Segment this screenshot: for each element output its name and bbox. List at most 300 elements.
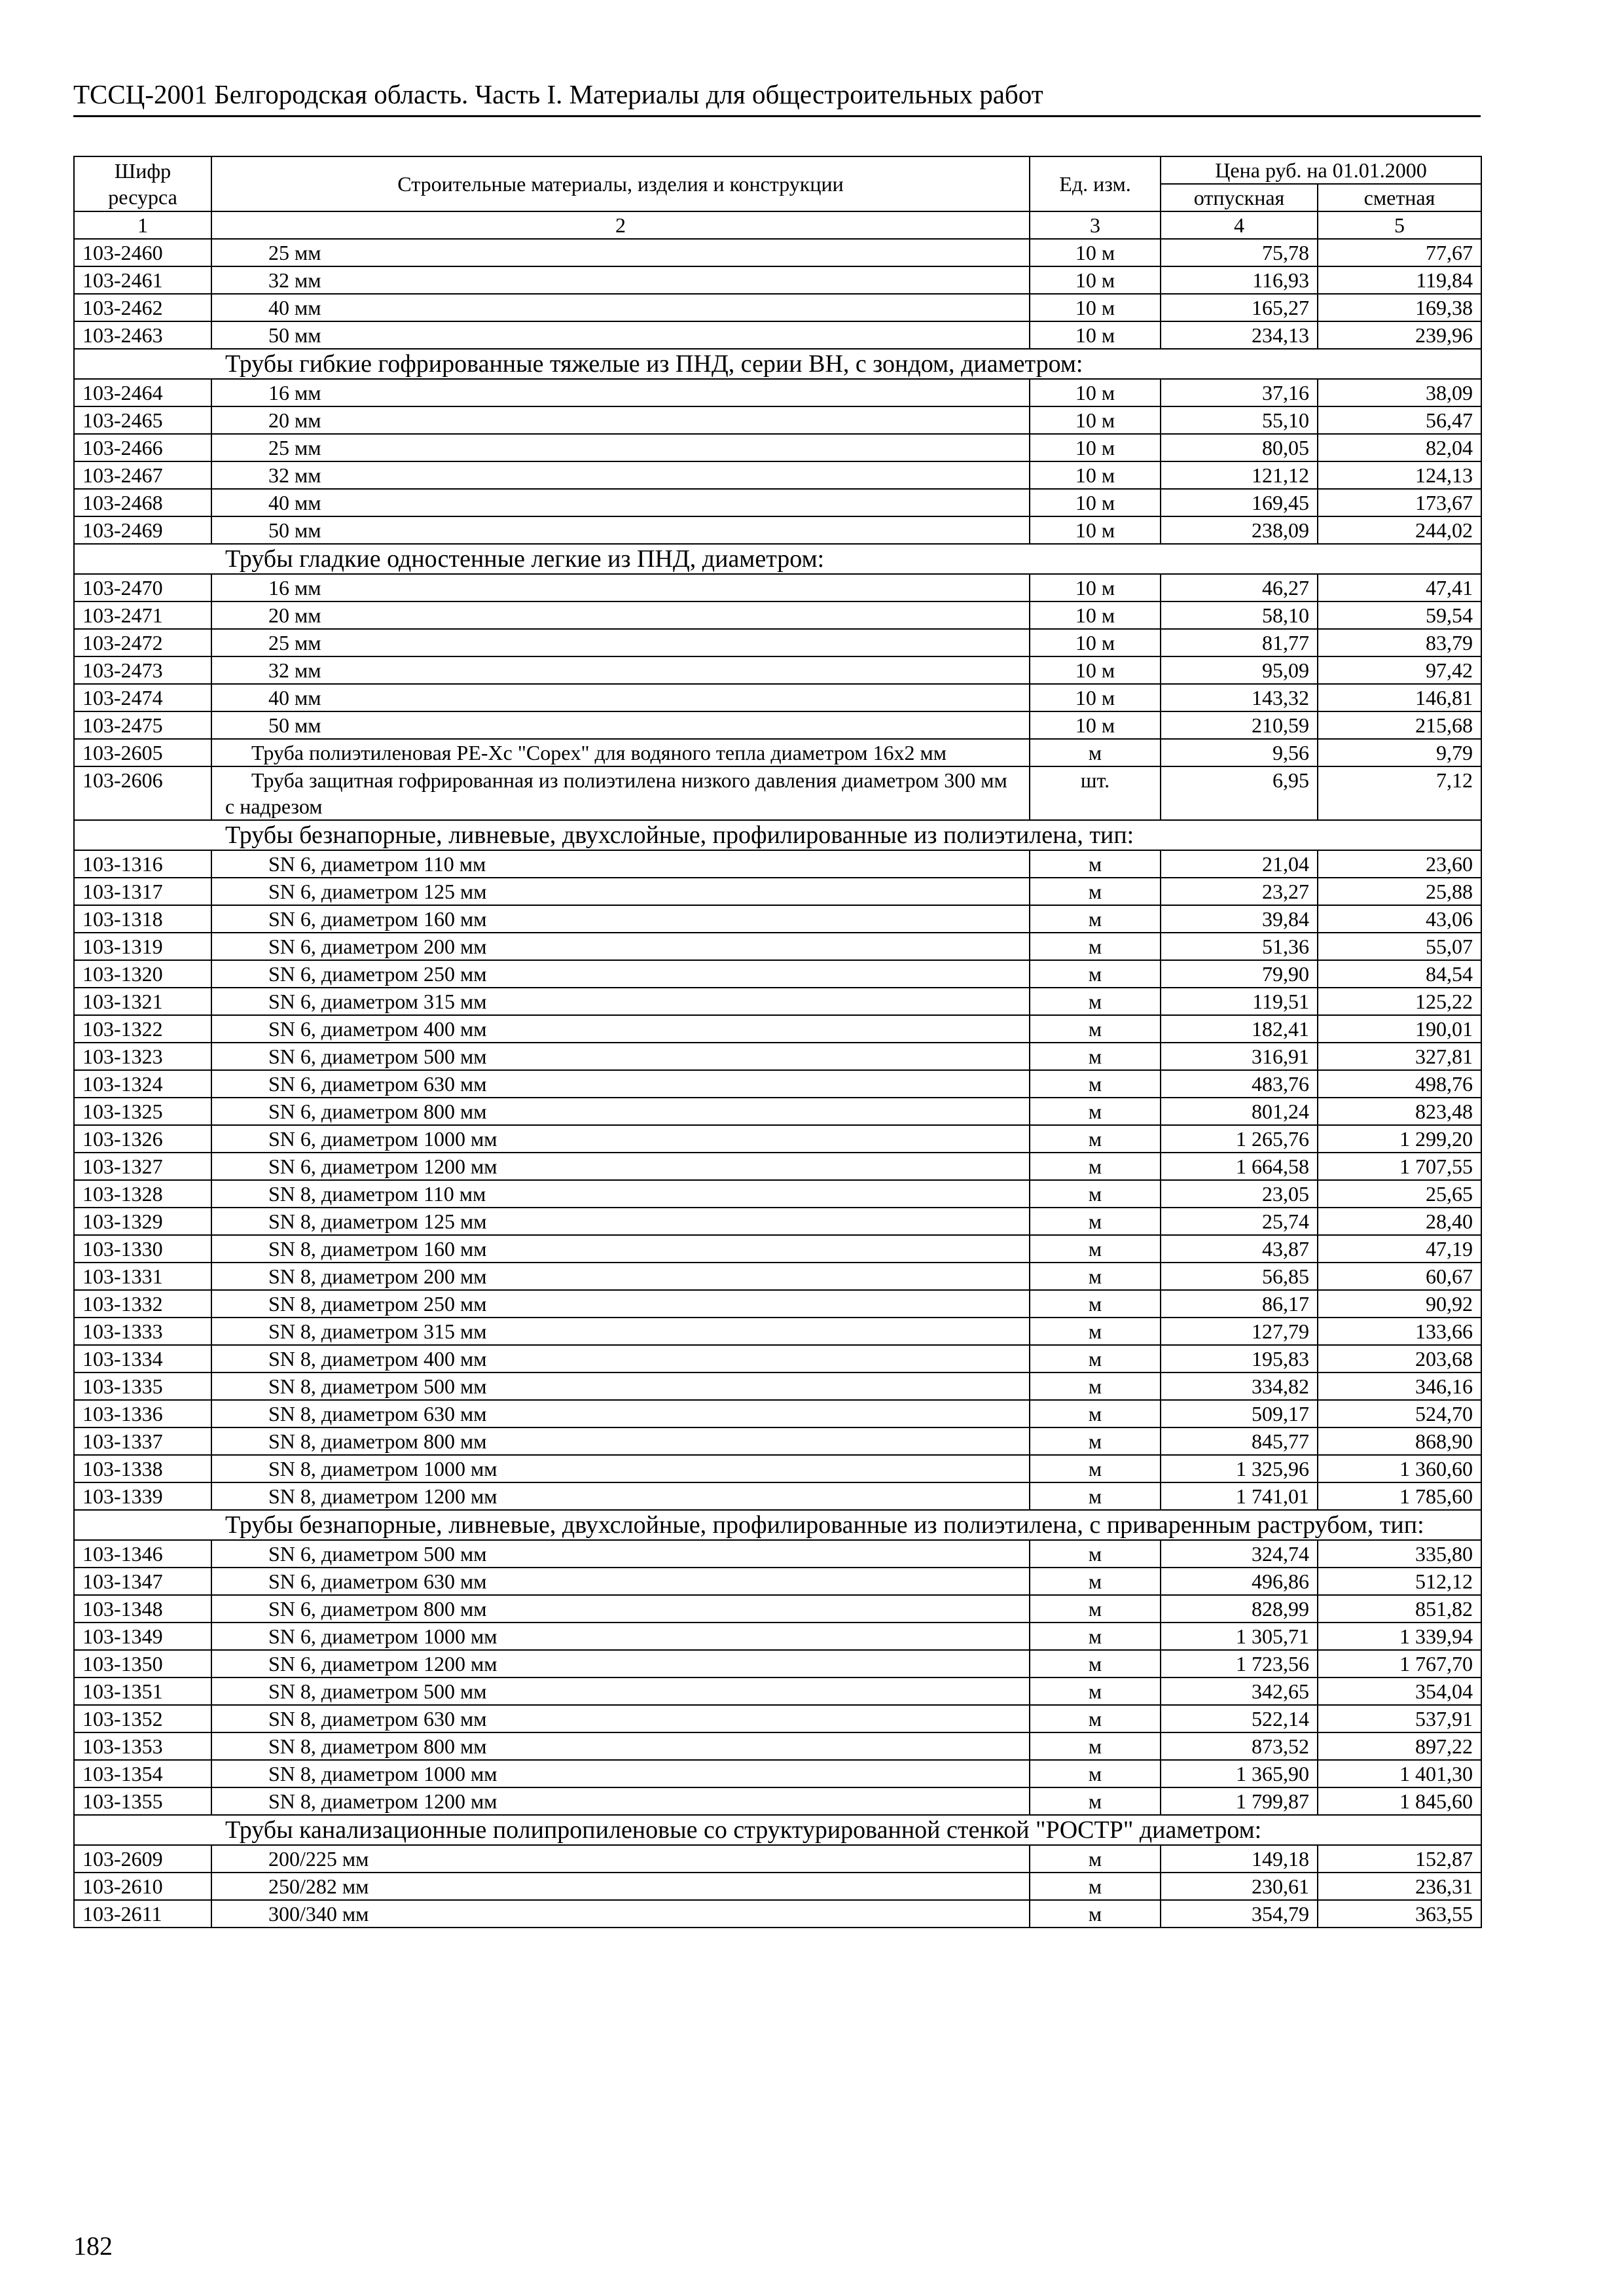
table-row — [74, 1677, 1481, 1705]
estimate-price-cell: 77,67 — [1318, 239, 1481, 266]
material-name-cell: SN 6, диаметром 630 мм — [211, 1070, 1030, 1098]
unit-cell: м — [1030, 1595, 1161, 1623]
table-row — [74, 656, 1481, 684]
release-price-cell: 845,77 — [1161, 1427, 1318, 1455]
resource-code-cell: 103-1347 — [74, 1568, 211, 1595]
resource-code-cell: 103-1350 — [74, 1650, 211, 1677]
unit-cell: 10 м — [1030, 489, 1161, 516]
resource-code-cell: 103-1333 — [74, 1318, 211, 1345]
resource-code-cell: 103-1324 — [74, 1070, 211, 1098]
section-heading-row — [74, 1815, 1481, 1845]
release-price-cell: 354,79 — [1161, 1900, 1318, 1928]
table-row — [74, 379, 1481, 406]
unit-cell: м — [1030, 1787, 1161, 1815]
unit-cell: м — [1030, 1318, 1161, 1345]
release-price-cell: 1 365,90 — [1161, 1760, 1318, 1787]
table-row — [74, 1873, 1481, 1900]
estimate-price-cell: 133,66 — [1318, 1318, 1481, 1345]
resource-code-cell: 103-2610 — [74, 1873, 211, 1900]
unit-cell: 10 м — [1030, 574, 1161, 601]
section-heading-row — [74, 349, 1481, 379]
resource-code-cell: 103-2475 — [74, 711, 211, 739]
table-row — [74, 629, 1481, 656]
table-row — [74, 1540, 1481, 1568]
header-price-estimate: сметная — [1318, 184, 1481, 211]
release-price-cell: 316,91 — [1161, 1043, 1318, 1070]
resource-code-cell: 103-1325 — [74, 1098, 211, 1125]
material-name-cell: SN 8, диаметром 500 мм — [211, 1372, 1030, 1400]
resource-code-cell: 103-1339 — [74, 1482, 211, 1510]
material-name-cell: SN 8, диаметром 1200 мм — [211, 1787, 1030, 1815]
unit-cell: м — [1030, 1263, 1161, 1290]
estimate-price-cell: 90,92 — [1318, 1290, 1481, 1318]
material-name-cell: SN 8, диаметром 500 мм — [211, 1677, 1030, 1705]
release-price-cell: 496,86 — [1161, 1568, 1318, 1595]
resource-code-cell: 103-1349 — [74, 1623, 211, 1650]
material-name-cell: 40 мм — [211, 294, 1030, 321]
table-row — [74, 1015, 1481, 1043]
release-price-cell: 182,41 — [1161, 1015, 1318, 1043]
resource-code-cell: 103-2471 — [74, 601, 211, 629]
material-name-cell: SN 6, диаметром 800 мм — [211, 1595, 1030, 1623]
table-row — [74, 489, 1481, 516]
header-price-release: отпускная — [1161, 184, 1318, 211]
release-price-cell: 81,77 — [1161, 629, 1318, 656]
material-name-cell: SN 8, диаметром 630 мм — [211, 1705, 1030, 1732]
estimate-price-cell: 327,81 — [1318, 1043, 1481, 1070]
table-row — [74, 574, 1481, 601]
section-heading: Трубы гибкие гофрированные тяжелые из ПНД, серии ВН, с зондом, диаметром: — [74, 349, 1481, 379]
table-row — [74, 1372, 1481, 1400]
material-name-cell: SN 6, диаметром 630 мм — [211, 1568, 1030, 1595]
table-row — [74, 601, 1481, 629]
resource-code-cell: 103-2467 — [74, 461, 211, 489]
table-row — [74, 1180, 1481, 1208]
estimate-price-cell: 97,42 — [1318, 656, 1481, 684]
release-price-cell: 127,79 — [1161, 1318, 1318, 1345]
estimate-price-cell: 363,55 — [1318, 1900, 1481, 1928]
material-name-cell: SN 6, диаметром 315 мм — [211, 988, 1030, 1015]
table-header — [74, 156, 1481, 239]
material-name-cell: 200/225 мм — [211, 1845, 1030, 1873]
resource-code-cell: 103-2462 — [74, 294, 211, 321]
table-row — [74, 1153, 1481, 1180]
release-price-cell: 483,76 — [1161, 1070, 1318, 1098]
material-name-cell: 300/340 мм — [211, 1900, 1030, 1928]
material-name-cell: SN 6, диаметром 1000 мм — [211, 1623, 1030, 1650]
table-row — [74, 1235, 1481, 1263]
estimate-price-cell: 498,76 — [1318, 1070, 1481, 1098]
resource-code-cell: 103-2609 — [74, 1845, 211, 1873]
estimate-price-cell: 7,12 — [1318, 766, 1481, 820]
table-row — [74, 434, 1481, 461]
unit-cell: м — [1030, 1043, 1161, 1070]
unit-cell: м — [1030, 1540, 1161, 1568]
estimate-price-cell: 215,68 — [1318, 711, 1481, 739]
header-row — [74, 156, 1481, 184]
unit-cell: м — [1030, 1705, 1161, 1732]
release-price-cell: 37,16 — [1161, 379, 1318, 406]
release-price-cell: 119,51 — [1161, 988, 1318, 1015]
resource-code-cell: 103-1354 — [74, 1760, 211, 1787]
material-name-cell: 50 мм — [211, 516, 1030, 544]
estimate-price-cell: 1 767,70 — [1318, 1650, 1481, 1677]
resource-code-cell: 103-1355 — [74, 1787, 211, 1815]
table-body — [74, 239, 1481, 1928]
estimate-price-cell: 897,22 — [1318, 1732, 1481, 1760]
material-name-cell: SN 8, диаметром 1000 мм — [211, 1760, 1030, 1787]
material-name-cell: 20 мм — [211, 406, 1030, 434]
release-price-cell: 143,32 — [1161, 684, 1318, 711]
resource-code-cell: 103-1337 — [74, 1427, 211, 1455]
estimate-price-cell: 190,01 — [1318, 1015, 1481, 1043]
estimate-price-cell: 1 785,60 — [1318, 1482, 1481, 1510]
release-price-cell: 23,05 — [1161, 1180, 1318, 1208]
unit-cell: м — [1030, 1482, 1161, 1510]
estimate-price-cell: 60,67 — [1318, 1263, 1481, 1290]
release-price-cell: 56,85 — [1161, 1263, 1318, 1290]
release-price-cell: 210,59 — [1161, 711, 1318, 739]
table-row — [74, 1732, 1481, 1760]
table-row — [74, 1070, 1481, 1098]
resource-code-cell: 103-2473 — [74, 656, 211, 684]
table-row — [74, 321, 1481, 349]
estimate-price-cell: 1 299,20 — [1318, 1125, 1481, 1153]
resource-code-cell: 103-1331 — [74, 1263, 211, 1290]
estimate-price-cell: 82,04 — [1318, 434, 1481, 461]
material-name-cell: 25 мм — [211, 239, 1030, 266]
material-name-cell: SN 8, диаметром 800 мм — [211, 1732, 1030, 1760]
resource-code-cell: 103-1323 — [74, 1043, 211, 1070]
resource-code-cell: 103-1329 — [74, 1208, 211, 1235]
column-number: 2 — [211, 211, 1030, 239]
table-row — [74, 266, 1481, 294]
estimate-price-cell: 239,96 — [1318, 321, 1481, 349]
unit-cell: м — [1030, 1098, 1161, 1125]
release-price-cell: 324,74 — [1161, 1540, 1318, 1568]
resource-code-cell: 103-1338 — [74, 1455, 211, 1482]
estimate-price-cell: 823,48 — [1318, 1098, 1481, 1125]
estimate-price-cell: 56,47 — [1318, 406, 1481, 434]
unit-cell: 10 м — [1030, 266, 1161, 294]
unit-cell: м — [1030, 1650, 1161, 1677]
resource-code-cell: 103-2465 — [74, 406, 211, 434]
column-number: 3 — [1030, 211, 1161, 239]
unit-cell: м — [1030, 1372, 1161, 1400]
table-row — [74, 739, 1481, 766]
resource-code-cell: 103-2464 — [74, 379, 211, 406]
resource-code-cell: 103-1336 — [74, 1400, 211, 1427]
section-heading: Трубы канализационные полипропиленовые со структурированной стенкой "POCTP" диаметром: — [74, 1815, 1481, 1845]
unit-cell: м — [1030, 1015, 1161, 1043]
estimate-price-cell: 512,12 — [1318, 1568, 1481, 1595]
header-code: Шифр ресурса — [74, 156, 211, 211]
estimate-price-cell: 125,22 — [1318, 988, 1481, 1015]
resource-code-cell: 103-2611 — [74, 1900, 211, 1928]
table-row — [74, 933, 1481, 960]
material-name-cell: 40 мм — [211, 489, 1030, 516]
unit-cell: м — [1030, 1900, 1161, 1928]
material-name-cell: SN 6, диаметром 200 мм — [211, 933, 1030, 960]
column-number: 1 — [74, 211, 211, 239]
material-name-cell: SN 6, диаметром 1200 мм — [211, 1650, 1030, 1677]
estimate-price-cell: 55,07 — [1318, 933, 1481, 960]
release-price-cell: 522,14 — [1161, 1705, 1318, 1732]
section-heading-row — [74, 820, 1481, 850]
table-row — [74, 1098, 1481, 1125]
table-row — [74, 516, 1481, 544]
material-name-cell: 50 мм — [211, 321, 1030, 349]
table-row — [74, 1568, 1481, 1595]
estimate-price-cell: 1 845,60 — [1318, 1787, 1481, 1815]
unit-cell: м — [1030, 1208, 1161, 1235]
unit-cell: м — [1030, 850, 1161, 878]
release-price-cell: 86,17 — [1161, 1290, 1318, 1318]
resource-code-cell: 103-1328 — [74, 1180, 211, 1208]
material-name-cell: SN 8, диаметром 250 мм — [211, 1290, 1030, 1318]
release-price-cell: 116,93 — [1161, 266, 1318, 294]
table-row — [74, 905, 1481, 933]
unit-cell: м — [1030, 1290, 1161, 1318]
release-price-cell: 39,84 — [1161, 905, 1318, 933]
release-price-cell: 1 325,96 — [1161, 1455, 1318, 1482]
material-name-cell: SN 6, диаметром 800 мм — [211, 1098, 1030, 1125]
unit-cell: 10 м — [1030, 656, 1161, 684]
unit-cell: м — [1030, 1568, 1161, 1595]
material-name-cell: 32 мм — [211, 461, 1030, 489]
unit-cell: шт. — [1030, 766, 1161, 820]
resource-code-cell: 103-1346 — [74, 1540, 211, 1568]
unit-cell: м — [1030, 878, 1161, 905]
release-price-cell: 195,83 — [1161, 1345, 1318, 1372]
unit-cell: м — [1030, 988, 1161, 1015]
table-row — [74, 1650, 1481, 1677]
release-price-cell: 230,61 — [1161, 1873, 1318, 1900]
release-price-cell: 58,10 — [1161, 601, 1318, 629]
table-row — [74, 1263, 1481, 1290]
release-price-cell: 509,17 — [1161, 1400, 1318, 1427]
unit-cell: м — [1030, 1400, 1161, 1427]
release-price-cell: 238,09 — [1161, 516, 1318, 544]
estimate-price-cell: 346,16 — [1318, 1372, 1481, 1400]
table-row — [74, 1760, 1481, 1787]
estimate-price-cell: 119,84 — [1318, 266, 1481, 294]
estimate-price-cell: 23,60 — [1318, 850, 1481, 878]
table-row — [74, 1400, 1481, 1427]
price-table — [73, 156, 1482, 1928]
material-name-cell: SN 6, диаметром 500 мм — [211, 1540, 1030, 1568]
material-name-cell: SN 6, диаметром 125 мм — [211, 878, 1030, 905]
estimate-price-cell: 43,06 — [1318, 905, 1481, 933]
resource-code-cell: 103-2472 — [74, 629, 211, 656]
unit-cell: 10 м — [1030, 406, 1161, 434]
unit-cell: м — [1030, 1235, 1161, 1263]
unit-cell: м — [1030, 1427, 1161, 1455]
unit-cell: м — [1030, 960, 1161, 988]
resource-code-cell: 103-2468 — [74, 489, 211, 516]
table-row — [74, 1705, 1481, 1732]
column-number: 4 — [1161, 211, 1318, 239]
release-price-cell: 1 305,71 — [1161, 1623, 1318, 1650]
table-row — [74, 1623, 1481, 1650]
release-price-cell: 21,04 — [1161, 850, 1318, 878]
table-row — [74, 461, 1481, 489]
material-name-cell: SN 8, диаметром 630 мм — [211, 1400, 1030, 1427]
table-row — [74, 1455, 1481, 1482]
material-name-cell: SN 8, диаметром 110 мм — [211, 1180, 1030, 1208]
release-price-cell: 1 723,56 — [1161, 1650, 1318, 1677]
unit-cell: м — [1030, 1760, 1161, 1787]
release-price-cell: 23,27 — [1161, 878, 1318, 905]
table-row — [74, 1125, 1481, 1153]
unit-cell: м — [1030, 905, 1161, 933]
material-name-cell: SN 8, диаметром 315 мм — [211, 1318, 1030, 1345]
table-row — [74, 850, 1481, 878]
estimate-price-cell: 83,79 — [1318, 629, 1481, 656]
unit-cell: 10 м — [1030, 711, 1161, 739]
page-header — [73, 79, 1481, 117]
resource-code-cell: 103-1353 — [74, 1732, 211, 1760]
material-name-cell: 25 мм — [211, 629, 1030, 656]
table-row — [74, 878, 1481, 905]
table-row — [74, 711, 1481, 739]
resource-code-cell: 103-1319 — [74, 933, 211, 960]
estimate-price-cell: 173,67 — [1318, 489, 1481, 516]
release-price-cell: 801,24 — [1161, 1098, 1318, 1125]
release-price-cell: 75,78 — [1161, 239, 1318, 266]
release-price-cell: 95,09 — [1161, 656, 1318, 684]
section-heading: Трубы гладкие одностенные легкие из ПНД, диаметром: — [74, 544, 1481, 574]
unit-cell: м — [1030, 933, 1161, 960]
resource-code-cell: 103-1334 — [74, 1345, 211, 1372]
unit-cell: м — [1030, 739, 1161, 766]
unit-cell: 10 м — [1030, 294, 1161, 321]
unit-cell: 10 м — [1030, 629, 1161, 656]
resource-code-cell: 103-2460 — [74, 239, 211, 266]
release-price-cell: 121,12 — [1161, 461, 1318, 489]
material-name-cell: 16 мм — [211, 574, 1030, 601]
material-name-cell: SN 6, диаметром 160 мм — [211, 905, 1030, 933]
resource-code-cell: 103-2474 — [74, 684, 211, 711]
release-price-cell: 234,13 — [1161, 321, 1318, 349]
resource-code-cell: 103-2470 — [74, 574, 211, 601]
estimate-price-cell: 203,68 — [1318, 1345, 1481, 1372]
column-number: 5 — [1318, 211, 1481, 239]
unit-cell: 10 м — [1030, 516, 1161, 544]
release-price-cell: 6,95 — [1161, 766, 1318, 820]
release-price-cell: 46,27 — [1161, 574, 1318, 601]
release-price-cell: 1 664,58 — [1161, 1153, 1318, 1180]
material-name-cell: SN 8, диаметром 125 мм — [211, 1208, 1030, 1235]
header-unit: Ед. изм. — [1030, 156, 1161, 211]
estimate-price-cell: 868,90 — [1318, 1427, 1481, 1455]
estimate-price-cell: 335,80 — [1318, 1540, 1481, 1568]
material-name-cell: 20 мм — [211, 601, 1030, 629]
table-row — [74, 766, 1481, 820]
table-row — [74, 1900, 1481, 1928]
material-name-cell: SN 6, диаметром 400 мм — [211, 1015, 1030, 1043]
release-price-cell: 55,10 — [1161, 406, 1318, 434]
estimate-price-cell: 124,13 — [1318, 461, 1481, 489]
resource-code-cell: 103-1321 — [74, 988, 211, 1015]
release-price-cell: 334,82 — [1161, 1372, 1318, 1400]
unit-cell: 10 м — [1030, 379, 1161, 406]
estimate-price-cell: 25,65 — [1318, 1180, 1481, 1208]
release-price-cell: 165,27 — [1161, 294, 1318, 321]
resource-code-cell: 103-1335 — [74, 1372, 211, 1400]
table-row — [74, 1208, 1481, 1235]
resource-code-cell: 103-2606 — [74, 766, 211, 820]
material-name-cell: SN 8, диаметром 160 мм — [211, 1235, 1030, 1263]
table-row — [74, 1595, 1481, 1623]
material-name-cell: Труба полиэтиленовая PE-Xc "Copex" для водяного тепла диаметром 16х2 мм — [211, 739, 1030, 766]
unit-cell: м — [1030, 1623, 1161, 1650]
estimate-price-cell: 1 360,60 — [1318, 1455, 1481, 1482]
material-name-cell: 32 мм — [211, 656, 1030, 684]
table-row — [74, 1482, 1481, 1510]
section-heading-row — [74, 544, 1481, 574]
resource-code-cell: 103-1326 — [74, 1125, 211, 1153]
resource-code-cell: 103-2461 — [74, 266, 211, 294]
resource-code-cell: 103-1317 — [74, 878, 211, 905]
release-price-cell: 1 265,76 — [1161, 1125, 1318, 1153]
estimate-price-cell: 25,88 — [1318, 878, 1481, 905]
unit-cell: 10 м — [1030, 601, 1161, 629]
estimate-price-cell: 1 339,94 — [1318, 1623, 1481, 1650]
release-price-cell: 25,74 — [1161, 1208, 1318, 1235]
release-price-cell: 80,05 — [1161, 434, 1318, 461]
release-price-cell: 43,87 — [1161, 1235, 1318, 1263]
material-name-cell: 50 мм — [211, 711, 1030, 739]
unit-cell: м — [1030, 1677, 1161, 1705]
release-price-cell: 873,52 — [1161, 1732, 1318, 1760]
material-name-cell: SN 8, диаметром 1200 мм — [211, 1482, 1030, 1510]
release-price-cell: 342,65 — [1161, 1677, 1318, 1705]
unit-cell: м — [1030, 1845, 1161, 1873]
material-name-cell: SN 8, диаметром 200 мм — [211, 1263, 1030, 1290]
table-row — [74, 988, 1481, 1015]
resource-code-cell: 103-1318 — [74, 905, 211, 933]
resource-code-cell: 103-1330 — [74, 1235, 211, 1263]
resource-code-cell: 103-2469 — [74, 516, 211, 544]
table-row — [74, 684, 1481, 711]
estimate-price-cell: 152,87 — [1318, 1845, 1481, 1873]
estimate-price-cell: 84,54 — [1318, 960, 1481, 988]
release-price-cell: 149,18 — [1161, 1845, 1318, 1873]
table-row — [74, 406, 1481, 434]
estimate-price-cell: 354,04 — [1318, 1677, 1481, 1705]
header-name: Строительные материалы, изделия и конструкции — [211, 156, 1030, 211]
table-row — [74, 960, 1481, 988]
resource-code-cell: 103-1348 — [74, 1595, 211, 1623]
release-price-cell: 1 799,87 — [1161, 1787, 1318, 1815]
page-number: 182 — [73, 2231, 113, 2261]
resource-code-cell: 103-1332 — [74, 1290, 211, 1318]
estimate-price-cell: 146,81 — [1318, 684, 1481, 711]
unit-cell: 10 м — [1030, 434, 1161, 461]
material-name-cell: SN 8, диаметром 800 мм — [211, 1427, 1030, 1455]
table-row — [74, 1787, 1481, 1815]
material-name-cell: 32 мм — [211, 266, 1030, 294]
estimate-price-cell: 236,31 — [1318, 1873, 1481, 1900]
estimate-price-cell: 524,70 — [1318, 1400, 1481, 1427]
resource-code-cell: 103-1327 — [74, 1153, 211, 1180]
section-heading-row — [74, 1510, 1481, 1540]
estimate-price-cell: 28,40 — [1318, 1208, 1481, 1235]
resource-code-cell: 103-1316 — [74, 850, 211, 878]
release-price-cell: 9,56 — [1161, 739, 1318, 766]
section-heading: Трубы безнапорные, ливневые, двухслойные, профилированные из полиэтилена, с приваренным раструбом, тип: — [74, 1510, 1481, 1540]
